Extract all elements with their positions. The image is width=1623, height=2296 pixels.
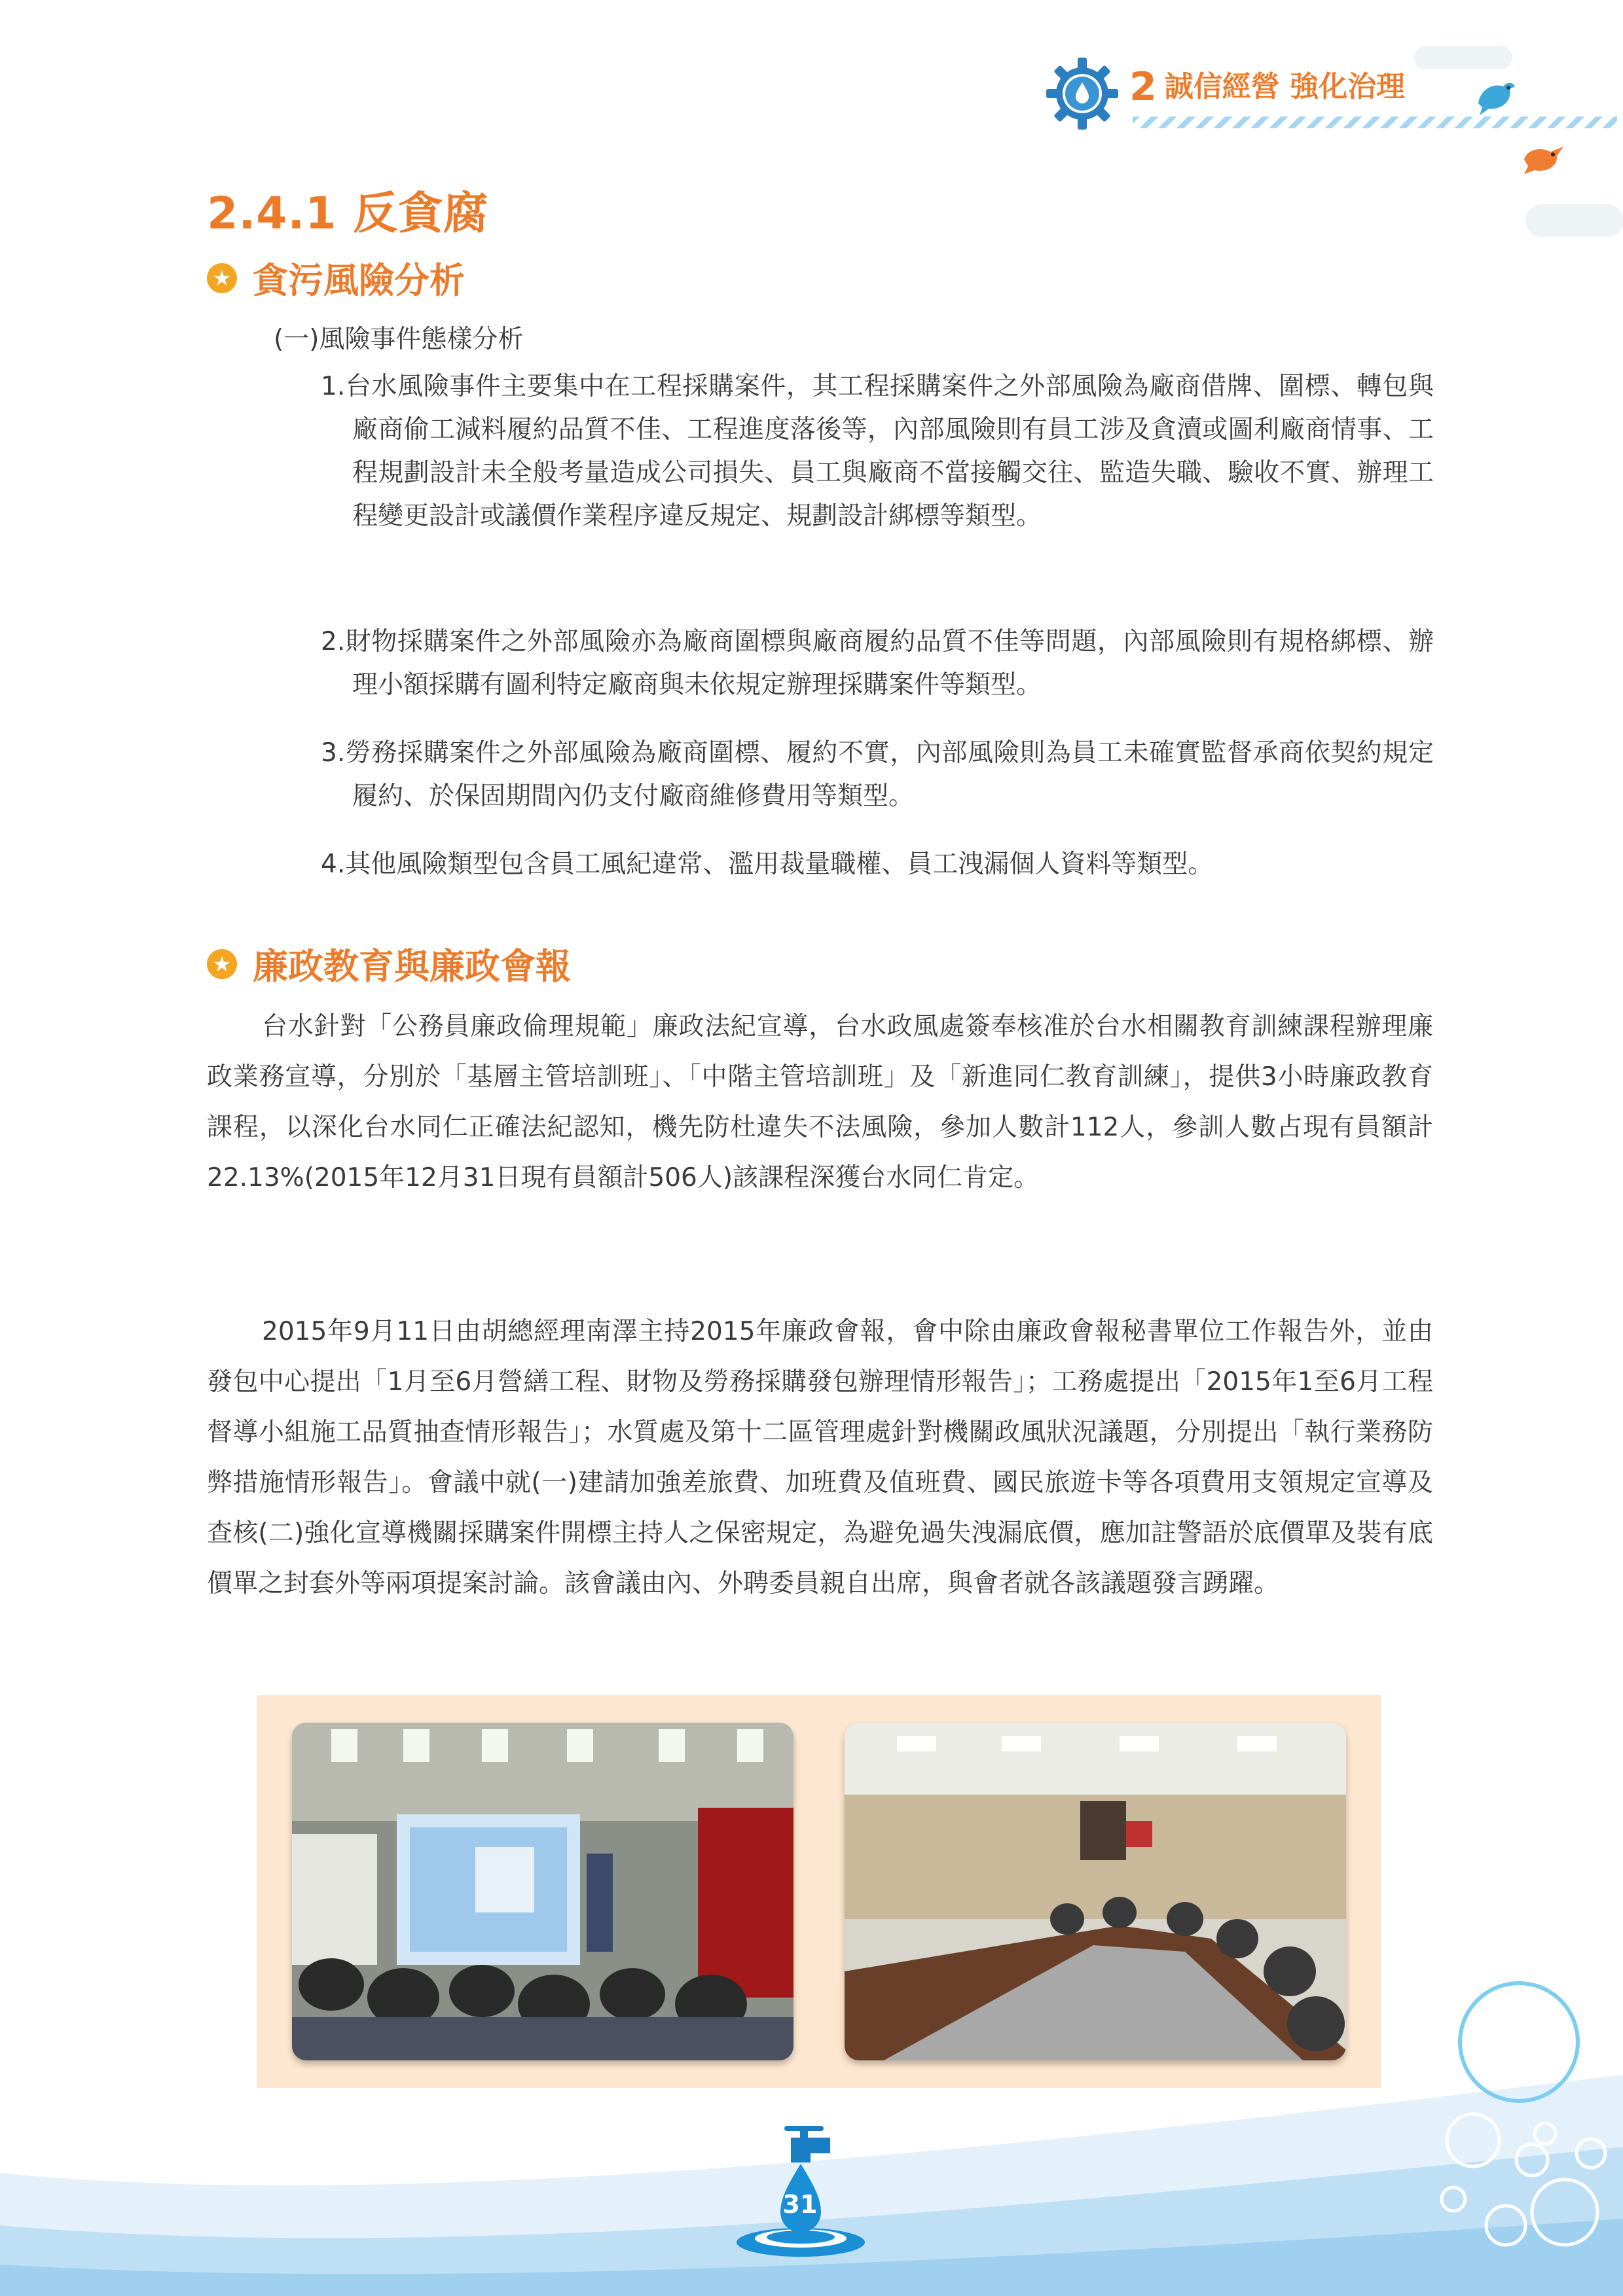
risk-analysis-heading xyxy=(207,253,465,303)
chapter-number: 2 xyxy=(1129,64,1157,110)
bird-icon xyxy=(1518,140,1570,179)
bubble-icon xyxy=(1414,1977,1623,2278)
risk-item-1: 1.台水風險事件主要集中在工程採購案件，其工程採購案件之外部風險為廠商借牌、圍標、轉包與廠商偷工減料履約品質不佳、工程進度落後等，內部風險則有員工涉及貪瀆或圖利廠商情事、工程規劃設計未全般考量造成公司損失、員工與廠商不當接觸交往、監造失職、驗收不實、辦理工程變更設計或議價作業程序違反規定、規劃設計綁標等類型。 xyxy=(321,372,1434,531)
training-session-photo xyxy=(292,1723,793,2060)
water-faucet-icon xyxy=(732,2121,869,2258)
integrity-heading xyxy=(207,939,571,989)
integrity-paragraph-1: 台水針對「公務員廉政倫理規範」廉政法紀宣導，台水政風處簽奉核准於台水相關教育訓練課程辦理廉政業務宣導，分別於「基層主管培訓班」、「中階主管培訓班」及「新進同仁教育訓練」，提供3小時廉政教育課程，以深化台水同仁正確法紀認知，機先防杜違失不法風險，參加人數計112人，參訓人數占現有員額計22.13%(2015年12月31日現有員額計506人)該課程深獲台水同仁肯定。 xyxy=(207,1012,1433,1193)
bird-icon xyxy=(1473,77,1519,118)
risk-item-2: 2.財物採購案件之外部風險亦為廠商圍標與廠商履約品質不佳等問題，內部風險則有規格綁標、辦理小額採購有圖利特定廠商與未依規定辦理採購案件等類型。 xyxy=(321,627,1434,700)
integrity-heading-text: 廉政教育與廉政會報 xyxy=(253,946,571,987)
header-stripe xyxy=(1133,117,1617,128)
cloud-icon xyxy=(1414,46,1512,69)
risk-item-3: 3.勞務採購案件之外部風險為廠商圍標、履約不實，內部風險則為員工未確實監督承商依契約規定履約、於保固期間內仍支付廠商維修費用等類型。 xyxy=(321,738,1434,811)
page-number: 31 xyxy=(782,2190,818,2219)
integrity-paragraph-2: 2015年9月11日由胡總經理南澤主持2015年廉政會報，會中除由廉政會報秘書單位工作報告外，並由發包中心提出「1月至6月營繕工程、財物及勞務採購發包辦理情形報告」；工務處提出「2015年1至6月工程督導小組施工品質抽查情形報告」；水質處及第十二區管理處針對機關政風狀況議題，分別提出「執行業務防弊措施情形報告」。會議中就(一)建請加強差旅費、加班費及值班費、國民旅遊卡等各項費用支領規定宣導及查核(二)強化宣導機關採購案件開標主持人之保密規定，為避免過失洩漏底價，應加註警語於底價單及裝有底價單之封套外等兩項提案討論。該會議由內、外聘委員親自出席，與會者就各該議題發言踴躍。 xyxy=(207,1317,1433,1598)
risk-analysis-heading-text: 貪污風險分析 xyxy=(253,260,465,301)
chapter-heading xyxy=(1129,64,1405,110)
meeting-room-photo xyxy=(845,1723,1346,2060)
risk-subheading: (一)風險事件態樣分析 xyxy=(274,325,524,354)
gear-water-icon xyxy=(1046,58,1118,130)
chapter-title: 誠信經營 強化治理 xyxy=(1164,70,1406,103)
cloud-icon xyxy=(1525,204,1623,237)
star-icon: ★ xyxy=(207,263,237,293)
section-title: 2.4.1 反貪腐 xyxy=(207,188,489,240)
risk-item-4: 4.其他風險類型包含員工風紀違常、濫用裁量職權、員工洩漏個人資料等類型。 xyxy=(321,850,1214,879)
star-icon: ★ xyxy=(207,949,237,979)
